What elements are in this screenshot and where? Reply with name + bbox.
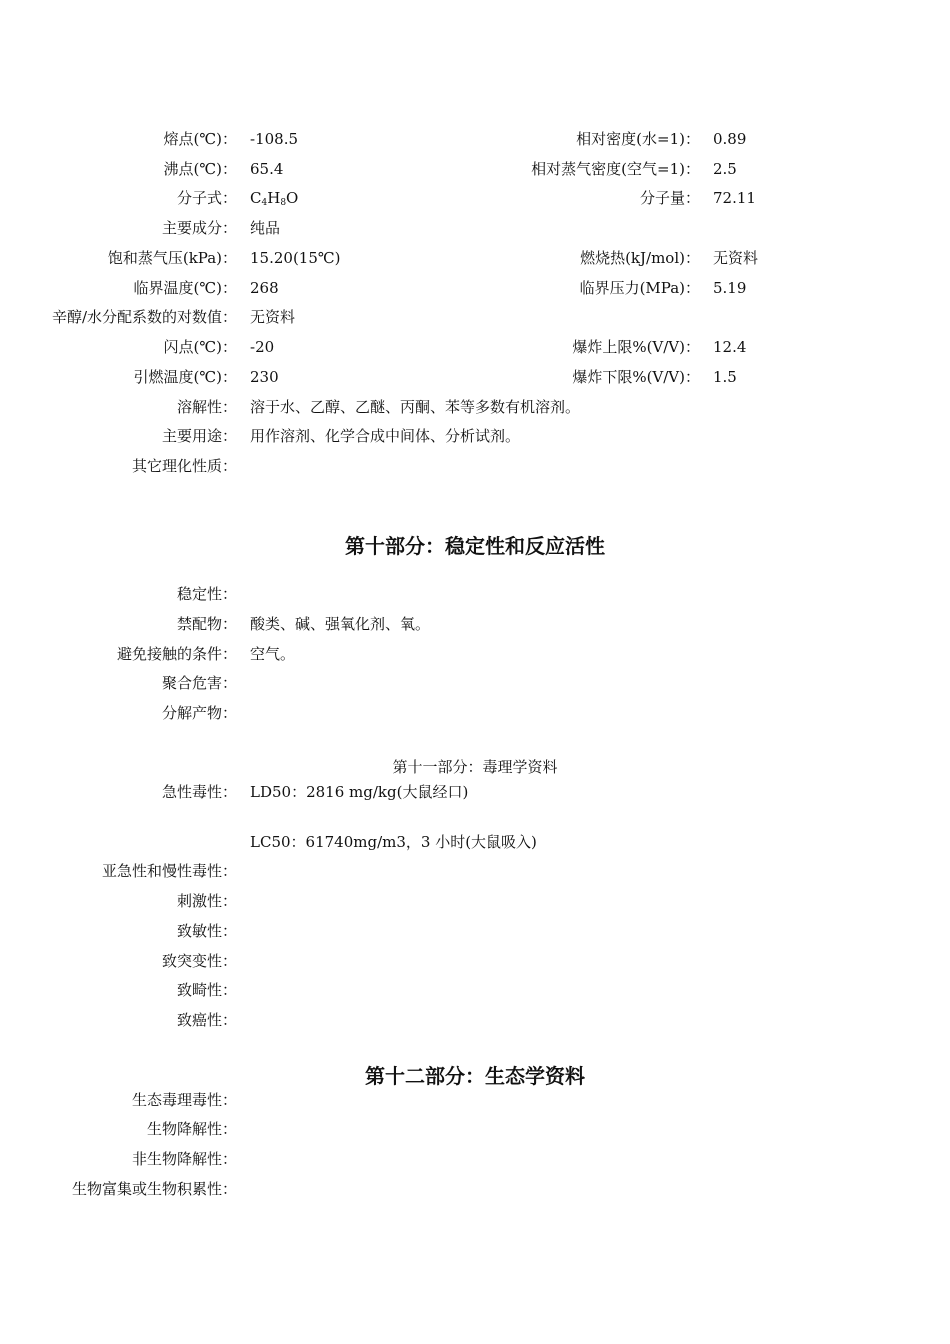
- critical-temp-value: 268: [250, 279, 279, 297]
- biodegradability-label: 生物降解性：: [146, 1120, 237, 1138]
- boiling-point-value: 65.4: [250, 160, 284, 178]
- critical-pressure-label: 临界压力(MPa)：: [579, 279, 700, 297]
- sensitization-label: 致敏性：: [176, 922, 237, 940]
- vapor-density-value: 2.5: [713, 160, 737, 178]
- main-component-label: 主要成分：: [161, 219, 237, 237]
- section-10-title: 第十部分：稳定性和反应活性: [345, 534, 605, 558]
- formula-label: 分子式：: [176, 189, 237, 207]
- stability-label: 稳定性：: [176, 585, 237, 603]
- carcinogenicity-label: 致癌性：: [176, 1011, 237, 1029]
- lower-explosive-limit-label: 爆炸下限%(V/V)：: [572, 368, 700, 386]
- molecular-weight-label: 分子量：: [639, 189, 700, 207]
- mutagenicity-label: 致突变性：: [161, 952, 237, 970]
- autoignition-value: 230: [250, 368, 279, 386]
- autoignition-label: 引燃温度(℃)：: [133, 368, 237, 386]
- upper-explosive-limit-label: 爆炸上限%(V/V)：: [572, 338, 700, 356]
- combustion-heat-value: 无资料: [713, 249, 759, 267]
- incompatibles-value: 酸类、碱、强氧化剂、氧。: [250, 615, 431, 633]
- relative-density-label: 相对密度(水=1)：: [576, 130, 700, 148]
- log-kow-value: 无资料: [250, 308, 296, 326]
- vapor-pressure-value: 15.20(15℃): [250, 249, 341, 267]
- critical-temp-label: 临界温度(℃)：: [133, 279, 237, 297]
- upper-explosive-limit-value: 12.4: [713, 338, 747, 356]
- avoid-conditions-label: 避免接触的条件：: [116, 645, 237, 663]
- molecular-weight-value: 72.11: [713, 189, 756, 207]
- critical-pressure-value: 5.19: [713, 279, 747, 297]
- irritation-label: 刺激性：: [176, 892, 237, 910]
- combustion-heat-label: 燃烧热(kJ/mol)：: [580, 249, 700, 267]
- section-12-title: 第十二部分：生态学资料: [365, 1064, 585, 1088]
- lower-explosive-limit-value: 1.5: [713, 368, 737, 386]
- ecotoxicity-label: 生态毒理毒性：: [131, 1091, 237, 1109]
- incompatibles-label: 禁配物：: [176, 615, 237, 633]
- bioaccumulation-label: 生物富集或生物积累性：: [71, 1180, 237, 1198]
- polymerization-label: 聚合危害：: [161, 674, 237, 692]
- acute-toxicity-lc50: LC50：61740mg/m3，3 小时(大鼠吸入): [250, 833, 537, 851]
- acute-toxicity-label: 急性毒性：: [161, 783, 237, 801]
- abiotic-degradability-label: 非生物降解性：: [131, 1150, 237, 1168]
- teratogenicity-label: 致畸性：: [176, 981, 237, 999]
- formula-value: $C_4H_8O$: [250, 189, 299, 208]
- melting-point-label: 熔点(℃)：: [163, 130, 237, 148]
- main-component-value: 纯品: [250, 219, 281, 237]
- boiling-point-label: 沸点(℃)：: [163, 160, 237, 178]
- vapor-density-label: 相对蒸气密度(空气=1)：: [531, 160, 700, 178]
- flash-point-value: -20: [250, 338, 275, 356]
- acute-toxicity-ld50: LD50：2816 mg/kg(大鼠经口): [250, 783, 469, 801]
- vapor-pressure-label: 饱和蒸气压(kPa)：: [107, 249, 237, 267]
- log-kow-label: 辛醇/水分配系数的对数值：: [51, 308, 237, 326]
- chronic-toxicity-label: 亚急性和慢性毒性：: [101, 862, 237, 880]
- main-use-label: 主要用途：: [161, 427, 237, 445]
- solubility-value: 溶于水、乙醇、乙醚、丙酮、苯等多数有机溶剂。: [250, 398, 581, 416]
- section-11-title: 第十一部分：毒理学资料: [392, 758, 558, 776]
- melting-point-value: -108.5: [250, 130, 299, 148]
- decomposition-label: 分解产物：: [161, 704, 237, 722]
- avoid-conditions-value: 空气。: [250, 645, 296, 663]
- other-properties-label: 其它理化性质：: [131, 457, 237, 475]
- solubility-label: 溶解性：: [176, 398, 237, 416]
- main-use-value: 用作溶剂、化学合成中间体、分析试剂。: [250, 427, 521, 445]
- flash-point-label: 闪点(℃)：: [163, 338, 237, 356]
- relative-density-value: 0.89: [713, 130, 747, 148]
